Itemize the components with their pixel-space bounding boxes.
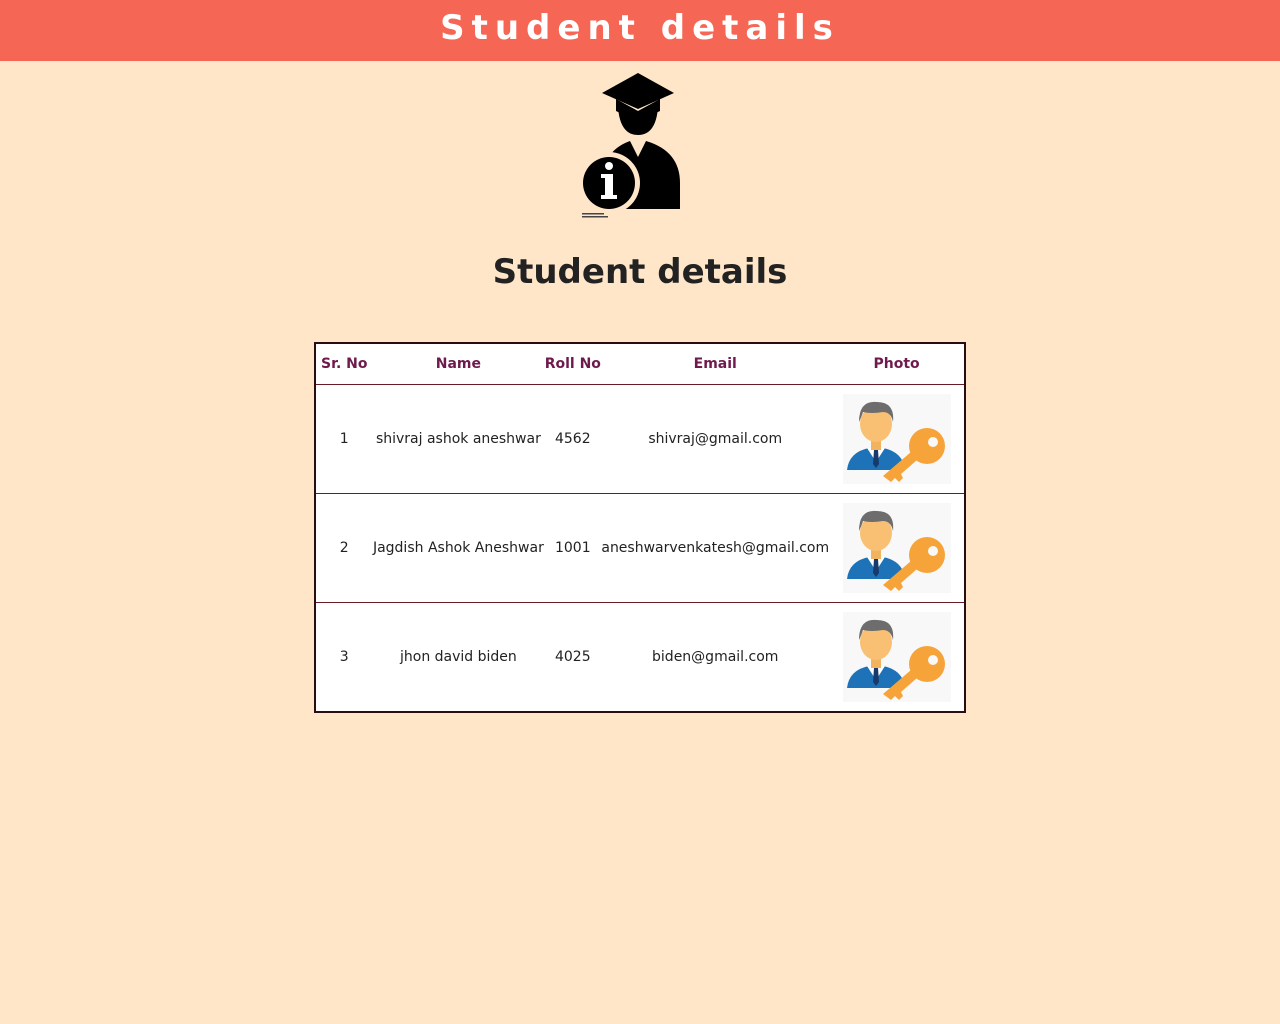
user-key-icon xyxy=(843,612,951,702)
page-title: Student details xyxy=(492,252,788,292)
cell-sr-no: 3 xyxy=(339,649,349,665)
cell-photo xyxy=(829,603,965,713)
column-header-email: Email xyxy=(601,343,829,385)
cell-sr-no: 1 xyxy=(315,385,373,494)
table-row xyxy=(315,494,965,603)
cell-email: aneshwarvenkatesh@gmail.com xyxy=(601,494,829,603)
user-key-icon xyxy=(843,394,951,484)
cell-roll-no: 1001 xyxy=(544,494,601,603)
cell-name: Jagdish Ashok Aneshwar xyxy=(373,494,545,603)
cell-email: biden@gmail.com xyxy=(652,649,779,665)
column-header-sr-no: Sr. No xyxy=(315,343,373,385)
cell-name: shivraj ashok aneshwar xyxy=(373,385,545,494)
cell-photo xyxy=(829,494,965,603)
column-header-name: Name xyxy=(373,343,545,385)
student-table-wrapper xyxy=(314,342,966,713)
column-header-roll-no: Roll No xyxy=(544,343,601,385)
user-key-icon xyxy=(843,503,951,593)
table-row xyxy=(315,603,965,713)
student-table xyxy=(314,342,966,713)
cell-sr-no: 2 xyxy=(315,494,373,603)
banner-title: Student details xyxy=(440,8,840,48)
cell-email: shivraj@gmail.com xyxy=(601,385,829,494)
cell-roll-no: 4562 xyxy=(544,385,601,494)
table-header-row xyxy=(315,343,965,385)
cell-photo xyxy=(829,385,965,494)
column-header-photo: Photo xyxy=(829,343,965,385)
cell-roll-no: 4025 xyxy=(554,649,591,665)
top-banner xyxy=(0,0,1280,61)
table-row xyxy=(315,385,965,494)
cell-name: jhon david biden xyxy=(400,649,517,665)
graduate-info-icon xyxy=(580,71,700,221)
